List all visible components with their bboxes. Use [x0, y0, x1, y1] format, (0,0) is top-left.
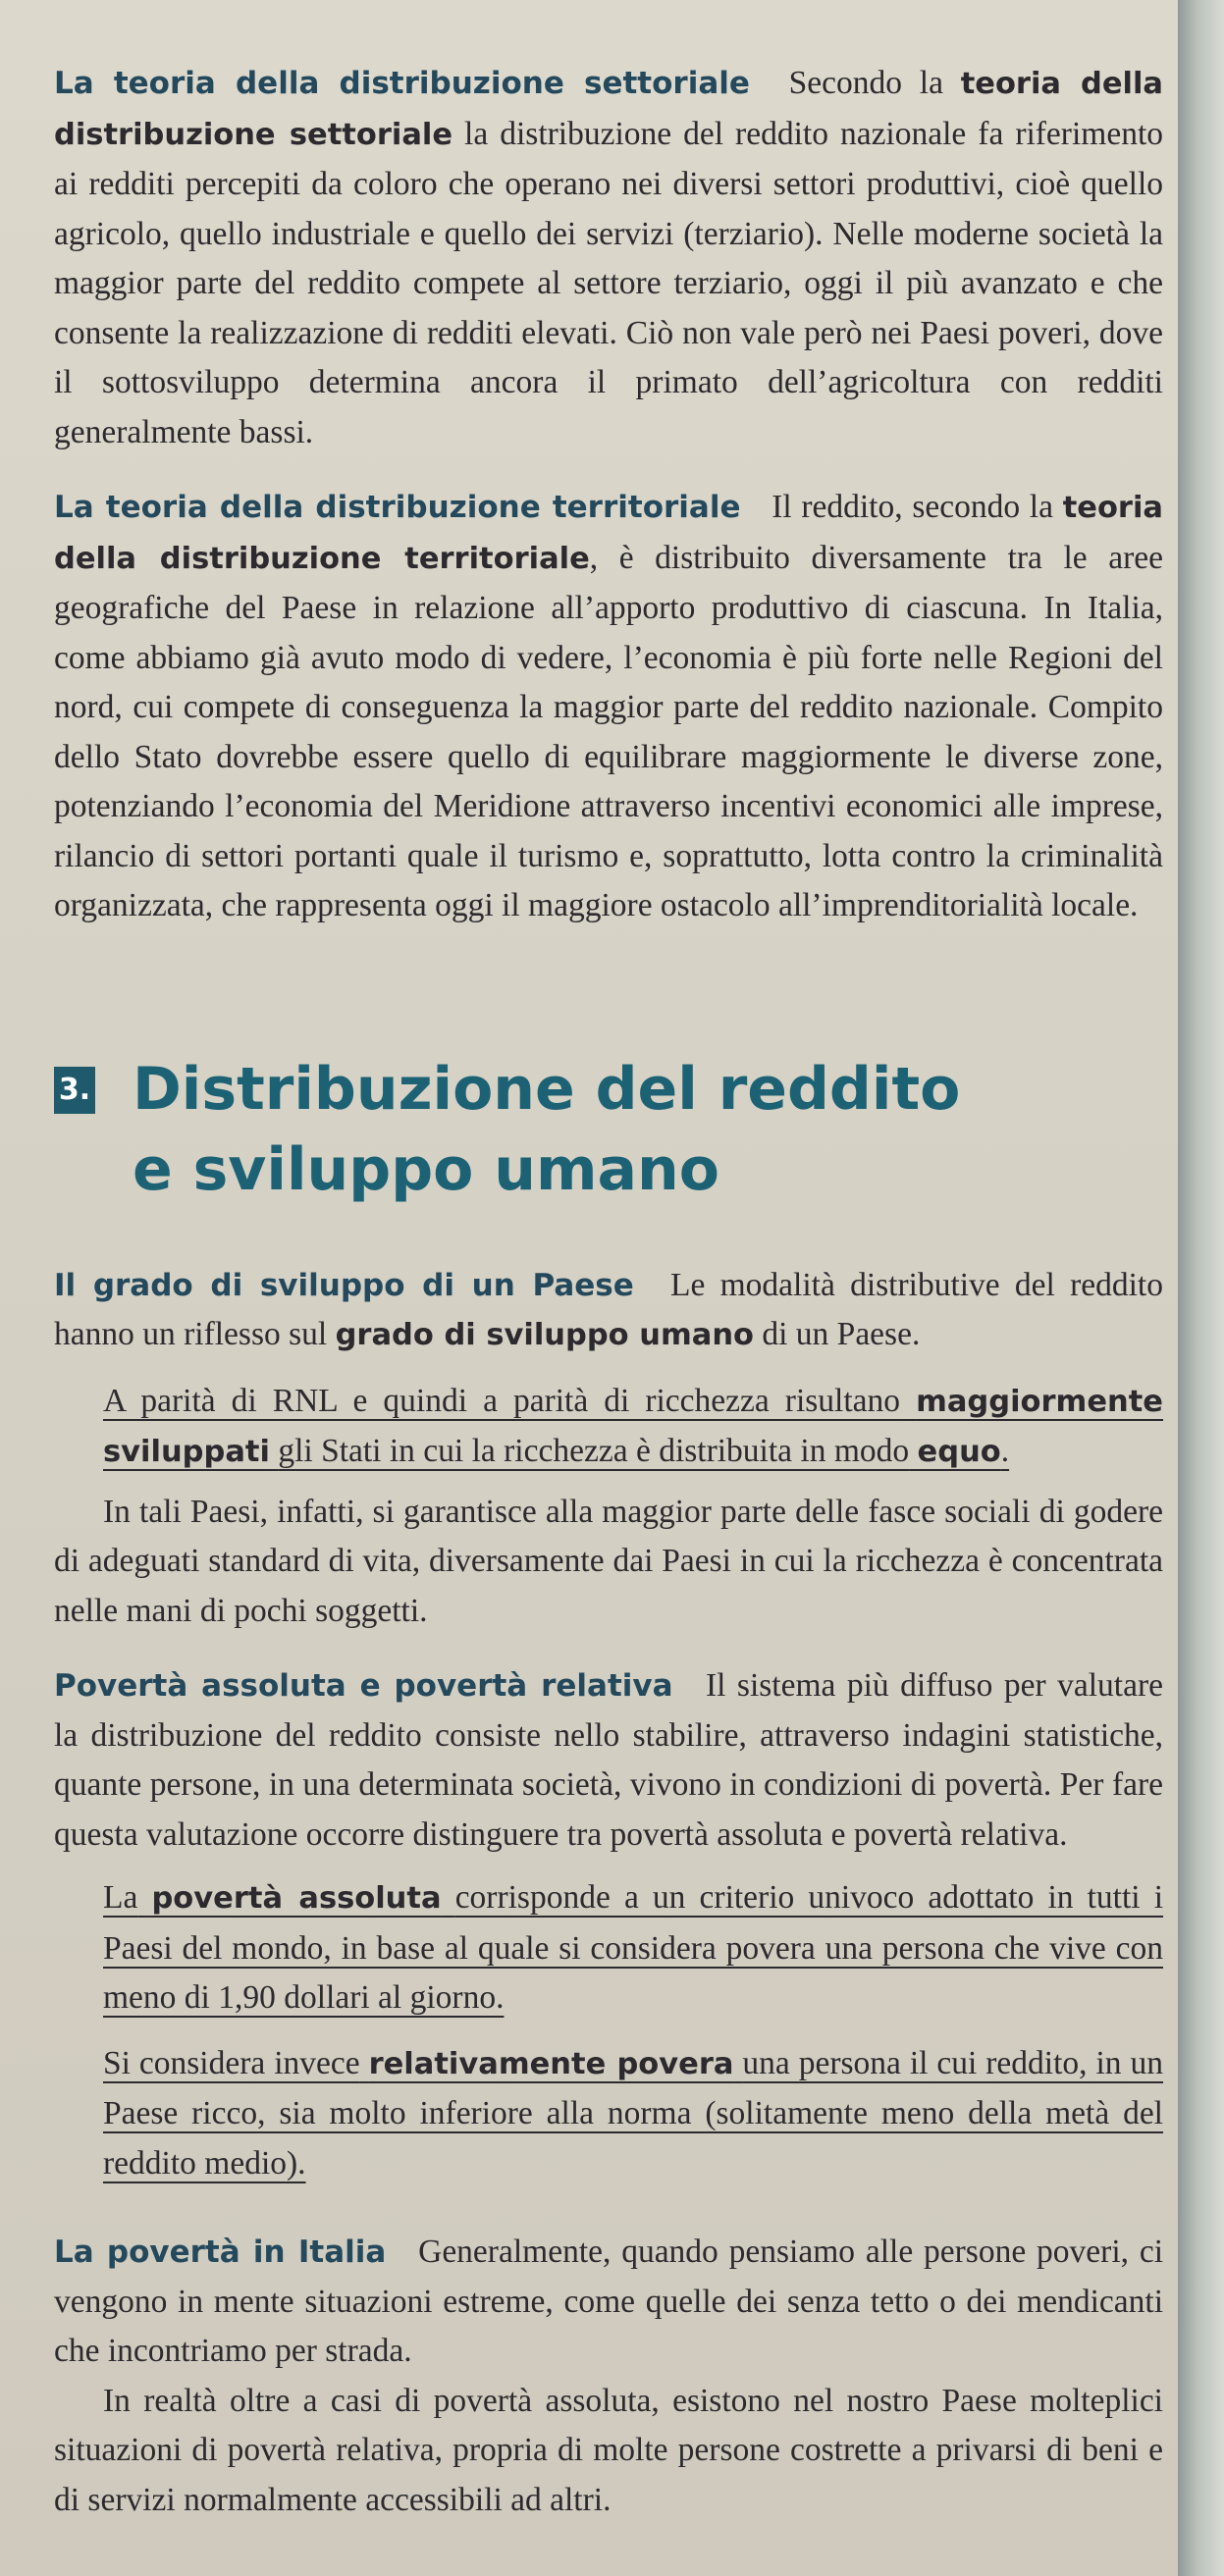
- body-text: corrisponde a un criterio univoco adottato in tutti i Paesi del mondo, in base al quale si considera povera una persona che vive con meno di 1,90 dollari al giorno.: [103, 1879, 1164, 2016]
- body-text: gli Stati in cui la ricchezza è distribuita in modo: [278, 1433, 910, 1469]
- paragraph-settoriale: [54, 59, 1163, 457]
- definition-poverta-relativa: [103, 2039, 1163, 2189]
- body-text: Il reddito, secondo la: [772, 489, 1053, 525]
- key-term: teoria della distribuzione settoriale: [54, 67, 1163, 152]
- chapter-heading: [54, 1049, 1163, 1210]
- paragraph-poverta-italia: [54, 2228, 1163, 2377]
- body-text: Il sistema più diffuso per valutare la distribuzione del reddito consiste nello stabilire, attraverso indagini statistiche, quante persone, in una determinata società, vivono in condizioni di povertà. Per fare questa valutazione occorre distinguere tra povertà assoluta e povertà relativa.: [54, 1667, 1163, 1853]
- body-text: A parità di RNL e quindi a parità di ricchezza risultano: [103, 1382, 901, 1419]
- body-text: Si considera invece: [103, 2044, 360, 2081]
- chapter-title-line2: e sviluppo umano: [133, 1134, 719, 1204]
- chapter-number-badge: 3.: [54, 1067, 95, 1114]
- runin-heading: La teoria della distribuzione settoriale: [54, 66, 750, 101]
- body-text: la distribuzione del reddito nazionale fa riferimento ai redditi percepiti da coloro che operano nei diversi settori produttivi, cioè quello agricolo, quello industriale e quello dei servizi (terziario). Nelle moderne società la maggior parte del reddito compete al settore terziario, oggi il più avanzato e che consente la realizzazione di redditi elevati. Ciò non vale però nei Paesi poveri, dove il sottosviluppo determina ancora il primato dell’agricoltura con redditi generalmente bassi.: [54, 115, 1163, 450]
- key-term: relativamente povera: [368, 2046, 734, 2081]
- paragraph-grado-sviluppo: [54, 1261, 1163, 1361]
- body-text: Generalmente, quando pensiamo alle persone poveri, ci vengono in mente situazioni estreme, come quelle dei senza tetto o dei mendicanti che incontriamo per strada.: [54, 2234, 1163, 2369]
- body-text: In tali Paesi, infatti, si garantisce alla maggior parte delle fasce sociali di godere di adeguati standard di vita, diversamente dai Paesi in cui la ricchezza è concentrata nelle mani di pochi soggetti.: [54, 1493, 1163, 1629]
- body-text: In realtà oltre a casi di povertà assoluta, esistono nel nostro Paese molteplici situazioni di povertà relativa, propria di molte persone costrette a privarsi di beni e di servizi normalmente accessibili ad altri.: [54, 2382, 1163, 2518]
- runin-heading: La teoria della distribuzione territoriale: [54, 490, 741, 525]
- paragraph-poverta: [54, 1661, 1163, 1860]
- book-page-edge: [1178, 0, 1224, 2576]
- paragraph-territoriale: [54, 483, 1163, 931]
- paragraph-fasce-sociali: [54, 1488, 1163, 1637]
- definition-poverta-assoluta: [103, 1873, 1163, 2024]
- chapter-title-line1: Distribuzione del reddito: [133, 1054, 961, 1124]
- key-term: maggiormente sviluppati: [103, 1384, 1163, 1469]
- key-term: povertà assoluta: [151, 1881, 442, 1916]
- key-term: grado di sviluppo umano: [335, 1318, 754, 1352]
- body-text: Le modalità distributive del reddito hanno un riflesso sul: [54, 1266, 1163, 1352]
- key-term: teoria della distribuzione territoriale: [54, 491, 1163, 576]
- highlight-statement: [103, 1377, 1163, 1478]
- page-content: [54, 59, 1163, 2550]
- body-text: Secondo la: [788, 65, 943, 101]
- runin-heading: Il grado di sviluppo di un Paese: [54, 1267, 634, 1303]
- body-text: .: [1000, 1433, 1010, 1469]
- body-text: una persona il cui reddito, in un Paese ricco, sia molto inferiore alla norma (solitamente meno della metà del reddito medio).: [103, 2044, 1163, 2182]
- body-text: La: [103, 1879, 138, 1916]
- key-term: equo: [917, 1435, 1001, 1469]
- body-text: di un Paese.: [762, 1316, 921, 1352]
- body-text: , è distribuito diversamente tra le aree geografiche del Paese in relazione all’apporto produttivo di ciascuna. In Italia, come abbiamo già avuto modo di vedere, l’economia è più forte nelle Regioni del nord, cui compete di conseguenza la maggior parte del reddito nazionale. Compito dello Stato dovrebbe essere quello di equilibrare maggiormente le diverse zone, potenziando l’economia del Meridione attraverso incentivi economici alle imprese, rilancio di settori portanti quale il turismo e, soprattutto, lotta contro la criminalità organizzata, che rappresenta oggi il maggiore ostacolo all’imprenditorialità locale.: [54, 539, 1163, 923]
- runin-heading: Povertà assoluta e povertà relativa: [54, 1668, 673, 1704]
- paragraph-poverta-relativa-italia: [54, 2377, 1163, 2526]
- runin-heading: La povertà in Italia: [54, 2234, 387, 2270]
